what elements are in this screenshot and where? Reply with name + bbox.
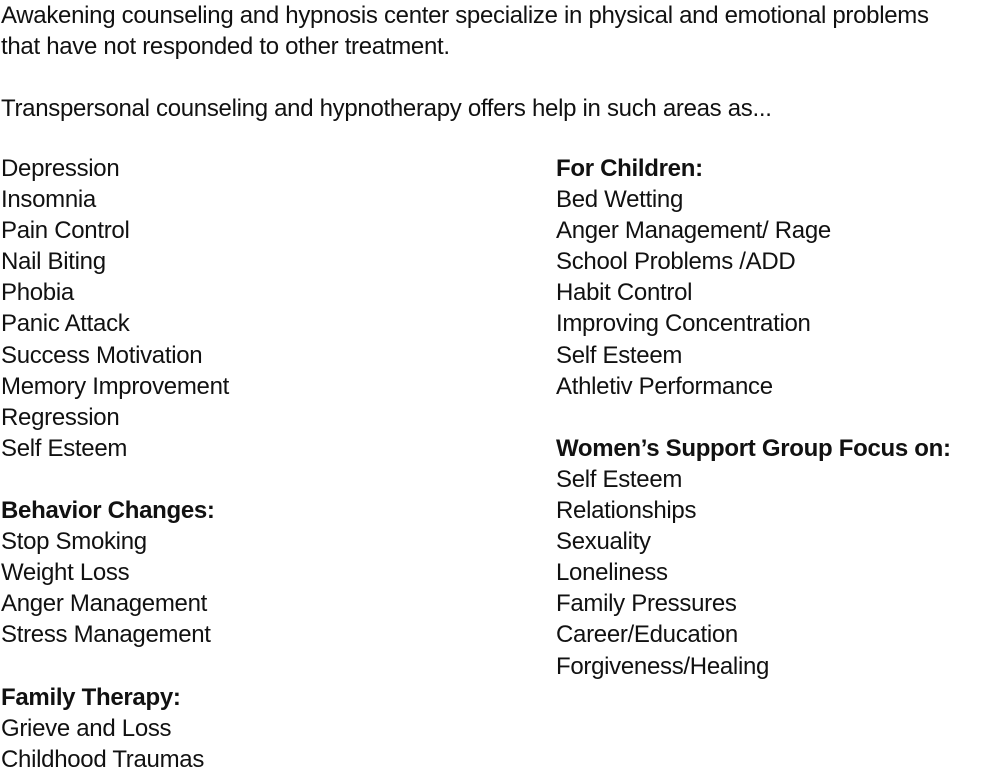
list-item: School Problems /ADD xyxy=(556,248,796,276)
list-item: Memory Improvement xyxy=(1,372,229,400)
list-item: Career/Education xyxy=(556,621,738,649)
general-list xyxy=(1,153,229,464)
family-section xyxy=(1,682,229,775)
list-item: Loneliness xyxy=(556,559,668,587)
section-heading-womens: Women’s Support Group Focus on: xyxy=(556,434,951,462)
list-item: Nail Biting xyxy=(1,248,106,276)
list-item: Grieve and Loss xyxy=(1,714,172,742)
list-item: Self Esteem xyxy=(556,341,683,369)
section-spacer xyxy=(556,402,951,433)
section-heading-behavior: Behavior Changes: xyxy=(1,497,215,525)
list-item: Habit Control xyxy=(556,279,693,307)
intro-line-1: Awakening counseling and hypnosis center specialize in physical and emotional problems xyxy=(1,2,929,29)
behavior-section xyxy=(1,495,229,650)
section-spacer xyxy=(1,464,229,495)
list-item: Depression xyxy=(1,155,120,182)
list-item: Sexuality xyxy=(556,528,651,556)
list-item: Panic Attack xyxy=(1,310,130,338)
list-item: Anger Management xyxy=(1,590,207,618)
intro-line-2: that have not responded to other treatment. xyxy=(1,33,450,60)
list-item: Pain Control xyxy=(1,217,130,245)
section-heading-children: For Children: xyxy=(556,155,703,182)
list-item: Self Esteem xyxy=(556,465,683,493)
intro-paragraph-2: Transpersonal counseling and hypnotherapy offers help in such areas as... xyxy=(1,95,772,122)
intro-text xyxy=(1,0,1000,124)
list-item: Improving Concentration xyxy=(556,310,811,338)
list-item: Childhood Traumas xyxy=(1,745,205,773)
list-item: Success Motivation xyxy=(1,341,203,369)
list-item: Regression xyxy=(1,403,120,431)
list-item: Insomnia xyxy=(1,186,96,214)
list-item: Self Esteem xyxy=(1,434,128,462)
list-item: Stress Management xyxy=(1,621,211,649)
list-item: Athletiv Performance xyxy=(556,372,773,400)
right-column xyxy=(556,153,951,682)
section-spacer xyxy=(1,651,229,682)
section-heading-family: Family Therapy: xyxy=(1,683,181,711)
womens-section xyxy=(556,433,951,682)
children-section xyxy=(556,153,951,402)
list-item: Stop Smoking xyxy=(1,528,147,556)
list-item: Bed Wetting xyxy=(556,186,684,214)
list-item: Weight Loss xyxy=(1,559,130,587)
list-item: Forgiveness/Healing xyxy=(556,652,770,680)
list-item: Phobia xyxy=(1,279,74,307)
left-column xyxy=(1,153,229,775)
list-item: Anger Management/ Rage xyxy=(556,217,831,245)
list-item: Family Pressures xyxy=(556,590,737,618)
intro-paragraph-1 xyxy=(1,0,1000,62)
list-item: Relationships xyxy=(556,497,697,525)
